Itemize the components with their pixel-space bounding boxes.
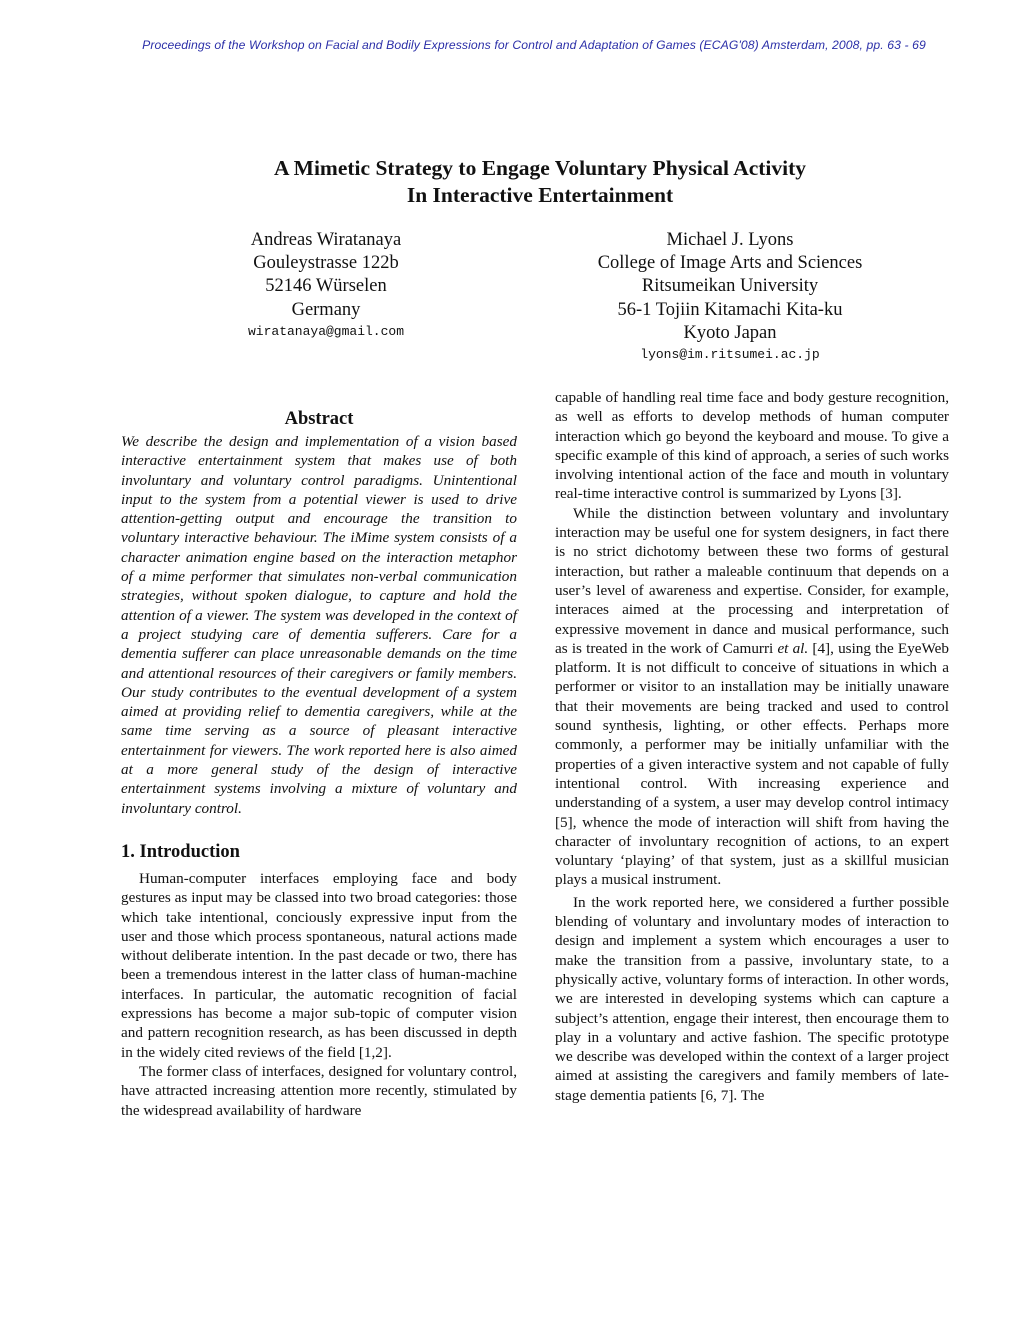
paragraph: capable of handling real time face and body gesture recognition, as well as efforts to develop methods of human computer interaction which go beyond the keyboard and mouse. To give a specific example of this kind of approach, a series of such works involving intentional action of the face and mouth in voluntary real-time interactive control is summarized by Lyons [3]. xyxy=(555,389,949,503)
author-address-line: Kyoto Japan xyxy=(683,322,777,343)
left-column xyxy=(121,407,517,1120)
author-address-line: Gouleystrasse 122b xyxy=(253,253,399,274)
author-address-line: 52146 Würselen xyxy=(265,276,387,297)
paragraph: In the work reported here, we considered a further possible blending of voluntary and involuntary modes of interaction to design and implement a system which encourages a user to make the transition from a passive, involuntary state, to a physically active, voluntary forms of interaction. In other words, we are interested in developing systems which can capture a subject’s attention, engage their interest, then encourage them to play in a voluntary and active fashion. The specific prototype we describe was developed within the context of a larger project aimed at assisting the caregivers and family members of late-stage dementia patients [6, 7]. The xyxy=(555,893,949,1104)
author-block-1 xyxy=(226,229,426,342)
author-block-2 xyxy=(565,229,895,365)
title-line-2: In Interactive Entertainment xyxy=(406,183,674,207)
author-address-line: Ritsumeikan University xyxy=(641,276,819,297)
introduction-heading: 1. Introduction xyxy=(121,841,240,862)
running-header-text: Proceedings of the Workshop on Facial and Bodily Expressions for Control and Adaptation of Games (ECAG'08) Amsterdam, 2008, pp. 63 - 69 xyxy=(142,38,926,52)
paragraph-text: [4], using the EyeWeb platform. It is not difficult to conceive of situations in which a performer or visitor to an installation may be initially unaware that their movements are being tracked and used to control sound synthesis, lighting, or other effects. Perhaps more commonly, a performer may be initially unfamiliar with the properties of a given interactive system and not capable of fully intentional control. With increasing experience and understanding of a system, a user may develop control intimacy [5], whence the mode of interaction will shift from having the character of involuntary recognition of actions, to an expert voluntary ‘playing’ of that system, just as a skillful musician plays a musical instrument. xyxy=(555,639,949,889)
paragraph xyxy=(555,504,949,890)
author-email: lyons@im.ritsumei.ac.jp xyxy=(640,347,820,363)
abstract-heading: Abstract xyxy=(284,409,354,429)
author-address-line: College of Image Arts and Sciences xyxy=(597,253,863,274)
author-address-line: 56-1 Tojiin Kitamachi Kita-ku xyxy=(617,299,843,320)
author-name: Michael J. Lyons xyxy=(666,230,794,250)
et-al-text: et al. xyxy=(777,639,809,657)
author-email: wiratanaya@gmail.com xyxy=(247,323,405,339)
abstract-body: We describe the design and implementation of a vision based interactive entertainment system that makes use of both involuntary and voluntary control paradigms. Unintentional input to the system from a potential viewer is used to drive attention-getting output and encourage the transition to voluntary interactive behaviour. The iMime system consists of a character animation engine based on the interaction metaphor of a mime performer that simulates non-verbal communication strategies, without spoken dialogue, to capture and hold the attention of a viewer. The system was developed in the context of a project studying care of dementia sufferers. Care for a dementia sufferer can place unreasonable demands on the time and attentional resources of their caregivers or family members. Our study contributes to the eventual development of a system aimed at providing relief to dementia caregivers, while at the same time serving as a source of pleasant interactive entertainment for viewers. The work reported here is also aimed at a more general study of the design of interactive entertainment systems involving a mixture of voluntary and involuntary control. xyxy=(121,433,517,817)
author-address-line: Germany xyxy=(291,299,361,320)
paragraph: Human-computer interfaces employing face and body gestures as input may be classed into two broad categories: those which take intentional, conciously expressive input from the user and those which process spontaneous, natural actions made without deliberate intention. In the past decade or two, there has been a tremendous interest in the latter class of human-machine interfaces. In particular, the automatic recognition of facial expressions has become a major sub-topic of computer vision and pattern recognition research, as has been discussed in depth in the widely cited reviews of the field [1,2]. xyxy=(121,869,517,1061)
paragraph: The former class of interfaces, designed for voluntary control, have attracted increasing attention more recently, stimulated by the widespread availability of hardware xyxy=(121,1062,517,1119)
running-header xyxy=(0,38,1024,52)
paragraph-text: While the distinction between voluntary and involuntary interaction may be useful one for system designers, in fact there is no strict dichotomy between these two forms of gestural interaction, but rather a maleable continuum that depends on a user’s level of awareness and expertise. Consider, for example, interaces aimed at the processing and interpretation of expressive movement in dance and musical performance, such as is treated in the work of Camurri xyxy=(555,504,949,657)
title-line-1: A Mimetic Strategy to Engage Voluntary Physical Activity xyxy=(273,156,807,180)
right-column xyxy=(555,388,949,1105)
author-name: Andreas Wiratanaya xyxy=(250,230,402,250)
paper-title xyxy=(0,155,1024,209)
